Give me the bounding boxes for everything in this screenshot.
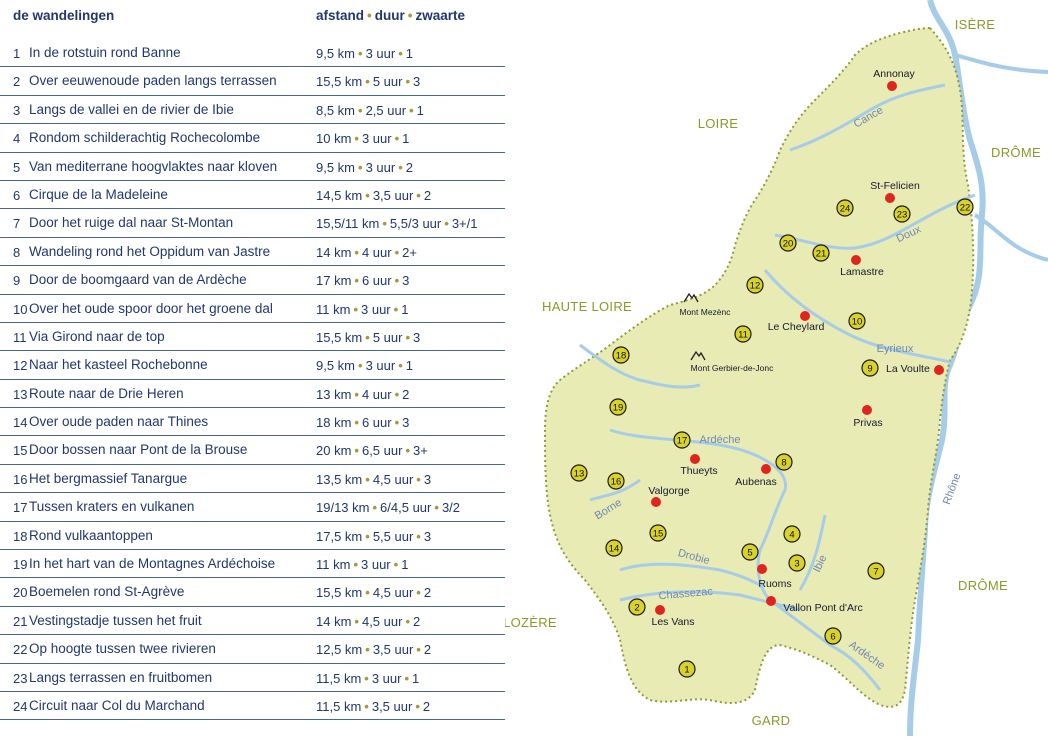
stat-separator: •	[365, 585, 370, 601]
walk-distance: 17,5 km	[316, 528, 363, 544]
walk-number: 16	[13, 471, 28, 487]
walk-stats	[316, 472, 431, 487]
walk-distance: 11 km	[316, 301, 351, 317]
list-title: de wandelingen	[13, 8, 115, 23]
walk-distance: 20 km	[316, 443, 352, 459]
walk-marker-number: 12	[749, 280, 761, 292]
river-isere	[955, 55, 1048, 72]
walk-number: 1	[13, 46, 21, 61]
stat-separator: •	[394, 386, 400, 402]
stat-separator: •	[358, 102, 363, 118]
walk-duration: 3 uur	[371, 670, 402, 686]
stat-separator: •	[416, 642, 421, 658]
walk-row	[0, 351, 505, 379]
walk-marker-number: 16	[610, 476, 622, 488]
column-headers	[316, 8, 465, 23]
walk-stats	[316, 358, 413, 373]
walk-stats	[316, 585, 431, 600]
stat-separator: •	[354, 443, 359, 459]
walk-stats	[316, 671, 419, 686]
walk-name: Door de boomgaard van de Ardèche	[29, 272, 247, 288]
walk-stats	[316, 46, 413, 61]
stat-separator: •	[353, 301, 358, 317]
walk-row	[0, 465, 505, 493]
town-dot-thueyts	[690, 454, 700, 464]
walk-distance: 15,5 km	[316, 329, 363, 345]
town-dot-les-vans	[655, 605, 665, 615]
stat-separator: •	[358, 46, 363, 61]
river-label-cance: Cance	[851, 104, 886, 131]
walk-row	[0, 209, 505, 237]
town-dot-le-cheylard	[800, 311, 810, 321]
walk-stats	[316, 273, 409, 288]
region-label-haute-loire: HAUTE LOIRE	[542, 299, 632, 314]
walk-row	[0, 607, 505, 635]
walk-row	[0, 238, 505, 266]
walk-distance: 13 km	[316, 386, 352, 402]
region-label-loire: LOIRE	[697, 116, 739, 131]
walk-row	[0, 493, 505, 521]
walk-row	[0, 635, 505, 663]
walk-stats	[316, 642, 431, 657]
river-label-drobie: Drobie	[676, 547, 711, 568]
walk-difficulty: 2	[423, 585, 432, 601]
walk-distance: 17 km	[316, 273, 352, 289]
walk-number: 2	[13, 74, 21, 90]
walk-distance: 13,5 km	[316, 471, 363, 487]
walk-number: 7	[13, 216, 21, 232]
stat-separator: •	[405, 443, 411, 459]
walk-duration: 3 uur	[365, 46, 396, 61]
walk-number: 10	[13, 301, 28, 317]
town-dot-valgorge	[651, 497, 661, 507]
stat-separator: •	[434, 500, 439, 516]
stat-separator: •	[364, 670, 369, 686]
walk-distance: 15,5 km	[316, 74, 363, 90]
walk-difficulty: 2	[402, 386, 410, 402]
river-label-ibie: Ibie	[811, 553, 830, 575]
map-svg	[505, 0, 1048, 736]
walk-duration: 3 uur	[361, 557, 391, 573]
walk-number: 19	[13, 557, 28, 573]
walk-name: Cirque de la Madeleine	[29, 186, 168, 202]
walk-name: Over het oude spoor door het groene dal	[29, 300, 273, 316]
walks-list-panel	[0, 0, 505, 736]
walk-name: Naar het kasteel Rochebonne	[29, 357, 208, 373]
walk-distance: 14 km	[316, 244, 352, 260]
walk-duration: 3 uur	[365, 159, 396, 175]
walk-marker-number: 10	[851, 316, 863, 328]
walk-stats	[316, 443, 428, 458]
walk-distance: 14,5 km	[316, 187, 363, 203]
stat-separator: •	[405, 74, 411, 90]
walk-row	[0, 692, 505, 720]
town-label-lamastre: Lamastre	[840, 266, 884, 278]
walk-difficulty: 2+	[402, 244, 417, 260]
walk-difficulty: 3+	[413, 443, 428, 459]
walk-marker-number: 8	[781, 457, 787, 469]
walk-row	[0, 153, 505, 181]
town-label-valgorge: Valgorge	[648, 485, 690, 497]
walk-duration: 3,5 uur	[371, 698, 413, 714]
river-label-ardeche-lower: Ardéche	[846, 638, 887, 673]
river-rhone-branch	[975, 215, 1048, 260]
town-label-thueyts: Thueyts	[680, 465, 718, 477]
walk-difficulty: 2	[413, 613, 421, 629]
region-label-drome-south: DRÔME	[958, 578, 1008, 593]
walk-duration: 2,5 uur	[365, 102, 407, 118]
walk-marker-number: 15	[652, 528, 664, 540]
header-separator: •	[367, 8, 372, 23]
stat-separator: •	[405, 329, 411, 345]
region-label-gard: GARD	[751, 713, 791, 728]
river-label-eyrieux: Eyrieux	[876, 343, 914, 355]
walk-distance: 12,5 km	[316, 642, 363, 658]
walk-name: Door het ruige dal naar St-Montan	[29, 215, 234, 231]
walk-stats	[316, 245, 417, 260]
walk-stats	[316, 500, 460, 515]
stat-separator: •	[416, 187, 421, 203]
column-header-duration: duur	[374, 8, 405, 23]
town-dot-annonay	[887, 81, 897, 91]
walk-row	[0, 266, 505, 294]
region-label-drome-north: DRÔME	[991, 145, 1041, 160]
stat-separator: •	[372, 500, 378, 516]
walk-difficulty: 2	[405, 159, 414, 175]
walk-name: Door bossen naar Pont de la Brouse	[29, 442, 248, 458]
town-label-la-voulte: La Voulte	[886, 363, 930, 375]
stat-separator: •	[416, 471, 421, 487]
walk-name: Route naar de Drie Heren	[29, 385, 184, 401]
walk-row	[0, 408, 505, 436]
walk-number: 21	[13, 613, 28, 629]
walk-number: 8	[13, 244, 21, 260]
stat-separator: •	[398, 358, 403, 374]
walk-duration: 3,5 uur	[372, 642, 414, 658]
walk-row	[0, 522, 505, 550]
walk-row	[0, 323, 505, 351]
stat-separator: •	[354, 415, 359, 431]
walk-name: Rond vulkaantoppen	[29, 527, 153, 543]
town-label-vallon-pont-d-arc: Vallon Pont d'Arc	[783, 602, 863, 614]
stat-separator: •	[394, 244, 400, 260]
walk-number: 13	[13, 386, 28, 402]
walk-difficulty: 1	[405, 46, 414, 61]
walk-stats	[316, 188, 431, 203]
walk-name: In het hart van de Montagnes Ardéchoise	[29, 556, 276, 572]
walk-stats	[316, 74, 420, 89]
stat-separator: •	[415, 698, 420, 714]
walk-difficulty: 3	[423, 528, 432, 544]
walk-distance: 8,5 km	[316, 102, 356, 118]
walk-stats	[316, 415, 409, 430]
stat-separator: •	[365, 528, 370, 544]
town-dot-lamastre	[851, 255, 861, 265]
walk-marker-number: 4	[789, 529, 795, 541]
walk-stats	[316, 557, 408, 572]
walk-duration: 5 uur	[372, 74, 403, 90]
walk-distance: 9,5 km	[316, 358, 356, 374]
stat-separator: •	[393, 301, 399, 317]
walk-name: Het bergmassief Tanargue	[29, 470, 188, 486]
walk-name: Op hoogte tussen twee rivieren	[29, 641, 216, 657]
ardeche-map	[505, 0, 1048, 736]
stat-separator: •	[398, 46, 403, 61]
walk-marker-number: 24	[839, 203, 851, 215]
town-dot-aubenas	[761, 464, 771, 474]
walk-marker-number: 6	[830, 631, 836, 643]
walk-marker-number: 13	[573, 468, 585, 480]
walk-row	[0, 664, 505, 692]
walk-row	[0, 124, 505, 152]
walk-stats	[316, 302, 408, 317]
walk-marker-number: 18	[615, 350, 627, 362]
walk-name: Vestingstadje tussen het fruit	[29, 612, 202, 628]
walk-duration: 4,5 uur	[372, 585, 414, 601]
walk-name: Over oude paden naar Thines	[29, 414, 209, 430]
walk-difficulty: 2	[423, 642, 432, 658]
stat-separator: •	[354, 244, 359, 260]
walk-duration: 6 uur	[361, 273, 392, 289]
walk-stats	[316, 330, 420, 345]
walk-difficulty: 1	[402, 131, 410, 147]
walk-name: Van mediterrane hoogvlaktes naar kloven	[29, 158, 278, 174]
walk-row	[0, 578, 505, 606]
stat-separator: •	[353, 557, 358, 573]
river-label-ardeche-upper: Ardéche	[699, 434, 741, 446]
walk-difficulty: 1	[416, 102, 424, 118]
walks-table	[0, 39, 505, 720]
walk-difficulty: 3	[423, 471, 432, 487]
walk-distance: 9,5 km	[316, 159, 356, 175]
walk-distance: 11,5 km	[316, 670, 362, 686]
town-dot-vallon-pont-d-arc	[766, 596, 776, 606]
town-dot-st-felicien	[885, 193, 895, 203]
walk-number: 22	[13, 642, 28, 658]
walk-stats	[316, 529, 431, 544]
stat-separator: •	[365, 74, 370, 90]
walk-duration: 3 uur	[361, 131, 392, 147]
walk-number: 24	[13, 698, 28, 714]
header-separator: •	[407, 8, 413, 23]
town-label-aubenas: Aubenas	[735, 476, 777, 488]
walk-marker-number: 2	[634, 602, 640, 614]
walk-distance: 11,5 km	[316, 698, 362, 714]
stat-separator: •	[364, 698, 369, 714]
walk-duration: 4 uur	[361, 244, 392, 260]
walk-difficulty: 1	[405, 358, 414, 374]
walk-duration: 3 uur	[361, 301, 391, 317]
walk-row	[0, 96, 505, 124]
walk-marker-number: 19	[612, 402, 624, 414]
walk-number: 5	[13, 159, 21, 175]
stat-separator: •	[358, 159, 363, 175]
stat-separator: •	[416, 528, 421, 544]
walk-difficulty: 3	[413, 74, 421, 90]
walk-duration: 4,5 uur	[361, 613, 403, 629]
walk-name: Over eeuwenoude paden langs terrassen	[29, 73, 277, 89]
walk-number: 12	[13, 358, 28, 374]
walk-marker-number: 7	[873, 566, 879, 578]
walk-duration: 4,5 uur	[372, 471, 414, 487]
walk-stats	[316, 614, 420, 629]
mountain-label-mont-mezenc: Mont Mezènc	[679, 307, 731, 317]
town-label-les-vans: Les Vans	[651, 616, 695, 628]
stat-separator: •	[365, 642, 370, 658]
town-label-le-cheylard: Le Cheylard	[767, 321, 825, 333]
river-label-doux: Doux	[894, 223, 923, 246]
stat-separator: •	[404, 670, 410, 686]
walk-distance: 9,5 km	[316, 46, 356, 61]
region-label-isere: ISÈRE	[954, 17, 996, 32]
walk-name: Rondom schilderachtig Rochecolombe	[29, 130, 261, 146]
stat-separator: •	[354, 386, 359, 402]
walk-difficulty: 2	[423, 187, 432, 203]
walk-name: Via Girond naar de top	[29, 328, 165, 344]
stat-separator: •	[365, 187, 370, 203]
walk-number: 4	[13, 131, 21, 147]
walk-name: Langs de vallei en de rivier de Ibie	[29, 101, 234, 117]
stat-separator: •	[354, 613, 359, 629]
walk-name: Wandeling rond het Oppidum van Jastre	[29, 243, 271, 259]
walk-duration: 6 uur	[361, 415, 392, 431]
walk-number: 15	[13, 443, 28, 459]
walk-marker-number: 22	[959, 202, 971, 214]
walk-distance: 14 km	[316, 613, 352, 629]
stat-separator: •	[398, 159, 403, 175]
walk-duration: 5 uur	[372, 329, 403, 345]
walk-duration: 6/4,5 uur	[380, 500, 432, 516]
walk-number: 20	[13, 585, 28, 601]
walk-duration: 3 uur	[365, 358, 396, 374]
walk-marker-number: 21	[815, 248, 827, 260]
column-header-distance: afstand	[316, 8, 365, 23]
stat-separator: •	[354, 273, 359, 289]
stat-separator: •	[393, 557, 399, 573]
walk-duration: 5,5 uur	[372, 528, 414, 544]
walk-duration: 3,5 uur	[372, 187, 414, 203]
walk-row	[0, 39, 505, 67]
stat-separator: •	[365, 471, 370, 487]
walk-marker-number: 9	[867, 363, 873, 375]
stat-separator: •	[444, 216, 449, 232]
walk-difficulty: 1	[401, 557, 409, 573]
walk-distance: 15,5 km	[316, 585, 363, 601]
walk-duration: 4 uur	[361, 386, 392, 402]
walk-row	[0, 181, 505, 209]
walk-row	[0, 436, 505, 464]
walk-difficulty: 1	[412, 670, 420, 686]
walk-distance: 10 km	[316, 131, 352, 147]
region-label-lozere: LOZÈRE	[505, 615, 557, 630]
walk-row	[0, 295, 505, 323]
walk-name: Circuit naar Col du Marchand	[29, 697, 205, 713]
walk-distance: 19/13 km	[316, 500, 370, 516]
walk-name: Tussen kraters en vulkanen	[29, 499, 195, 515]
walk-difficulty: 3	[402, 273, 410, 289]
walk-duration: 6,5 uur	[361, 443, 403, 459]
town-label-privas: Privas	[853, 417, 883, 429]
walk-number: 23	[13, 670, 28, 686]
town-label-ruoms: Ruoms	[758, 578, 792, 590]
stat-separator: •	[394, 131, 400, 147]
stat-separator: •	[382, 216, 387, 232]
walk-number: 3	[13, 102, 21, 118]
stat-separator: •	[405, 613, 411, 629]
column-header-difficulty: zwaarte	[415, 8, 466, 23]
walk-number: 6	[13, 187, 21, 203]
stat-separator: •	[365, 329, 370, 345]
river-label-borne: Borne	[592, 496, 625, 523]
walk-stats	[316, 216, 477, 231]
walk-stats	[316, 131, 409, 146]
walk-number: 17	[13, 500, 28, 516]
walk-number: 11	[13, 329, 27, 345]
walk-number: 9	[13, 273, 21, 289]
walk-marker-number: 14	[608, 543, 620, 555]
walk-marker-number: 5	[747, 547, 753, 559]
walk-distance: 18 km	[316, 415, 352, 431]
walk-stats	[316, 387, 409, 402]
walk-marker-number: 3	[794, 558, 800, 570]
walk-distance: 15,5/11 km	[316, 216, 380, 232]
walk-marker-number: 20	[782, 238, 794, 250]
walk-marker-number: 17	[676, 435, 688, 447]
walk-marker-number: 11	[738, 329, 748, 341]
mountain-label-mont-gerbier: Mont Gerbier-de-Jonc	[690, 363, 774, 373]
walk-difficulty: 1	[401, 301, 409, 317]
stat-separator: •	[394, 415, 400, 431]
walk-stats	[316, 103, 424, 118]
stat-separator: •	[354, 131, 359, 147]
stat-separator: •	[394, 273, 400, 289]
walk-difficulty: 3	[413, 329, 421, 345]
town-dot-la-voulte	[934, 365, 944, 375]
walk-difficulty: 3	[402, 415, 410, 431]
walk-difficulty: 3/2	[441, 500, 461, 516]
walk-marker-number: 23	[896, 209, 908, 221]
walk-name: In de rotstuin rond Banne	[29, 45, 181, 60]
walk-duration: 5,5/3 uur	[389, 216, 442, 232]
walk-row	[0, 67, 505, 95]
river-label-chassezac: Chassezac	[658, 585, 714, 603]
town-dot-privas	[862, 405, 872, 415]
walk-distance: 11 km	[316, 557, 351, 573]
walk-stats	[316, 699, 430, 714]
walk-number: 18	[13, 528, 28, 544]
walk-row	[0, 380, 505, 408]
walk-name: Boemelen rond St-Agrève	[29, 584, 185, 600]
stat-separator: •	[409, 102, 414, 118]
town-label-st-felicien: St-Felicien	[870, 180, 920, 192]
walk-marker-number: 1	[684, 664, 690, 676]
town-label-annonay: Annonay	[873, 68, 915, 80]
walk-difficulty: 2	[422, 698, 431, 714]
river-label-rhone: Rhône	[940, 471, 964, 507]
stat-separator: •	[416, 585, 421, 601]
walk-row	[0, 550, 505, 578]
town-dot-ruoms	[757, 564, 767, 574]
walk-stats	[316, 160, 413, 175]
stat-separator: •	[358, 358, 363, 374]
walk-name: Langs terrassen en fruitbomen	[29, 669, 213, 685]
walk-number: 14	[13, 415, 28, 431]
walk-difficulty: 3+/1	[451, 216, 478, 232]
